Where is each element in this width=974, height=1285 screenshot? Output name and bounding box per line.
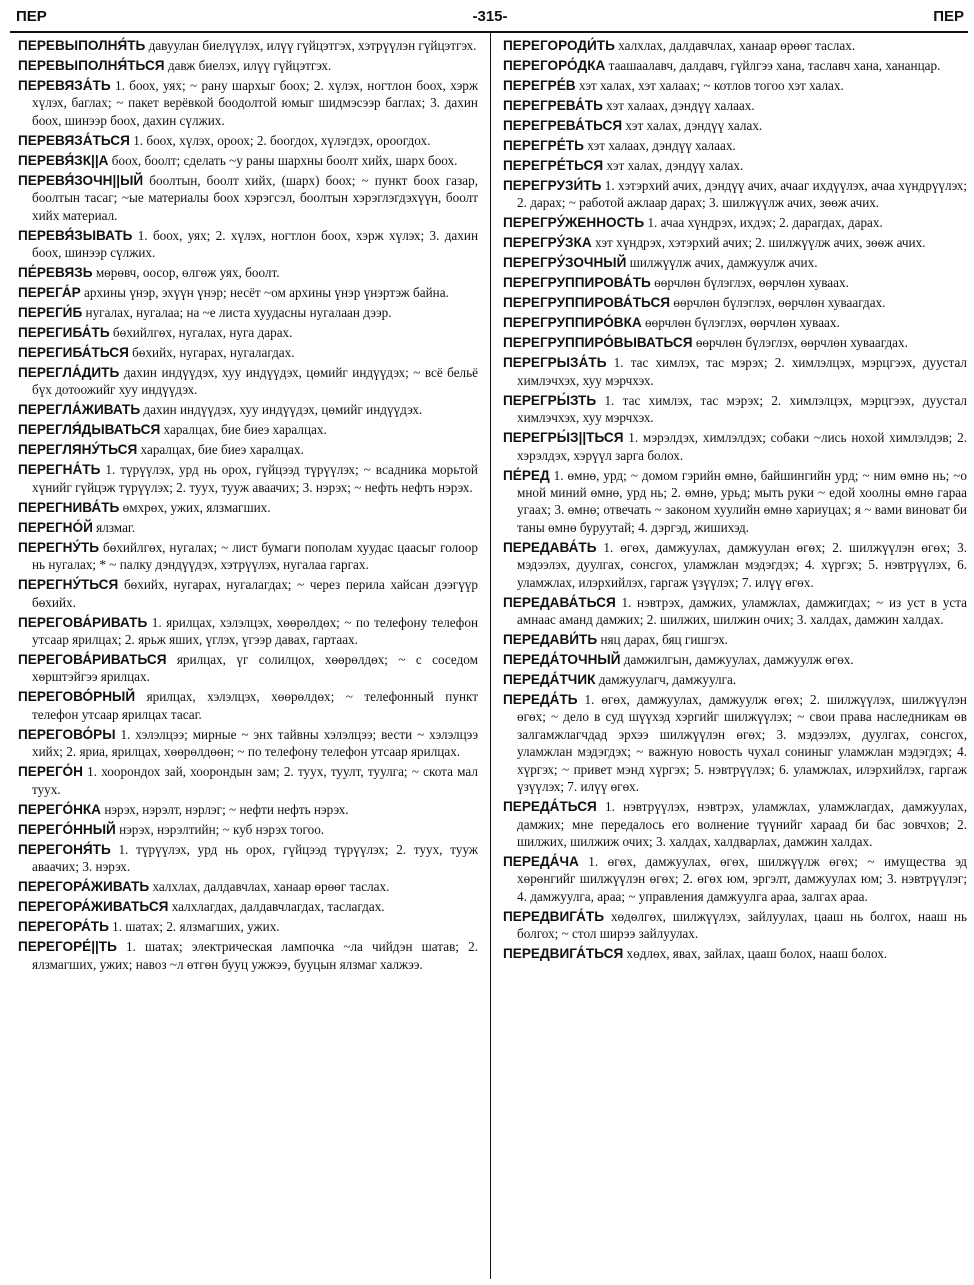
entry-definition: өөрчлөн бүлэглэх, өөрчлөн хуваагдах. [670,295,886,311]
dictionary-entry [18,152,478,169]
entry-headword: ПЕРЕГО́Н [18,764,83,780]
dictionary-entry [18,77,478,129]
entry-definition: хөдөлгөх, шилжүүлэх, зайлуулах, цааш нь болгох, нааш нь болгох; ~ стол ширээ зайлуулах. [517,908,967,942]
entry-definition: архины үнэр, эхүүн үнэр; несёт ~ом архины үнэр үнэртэж байна. [80,285,449,301]
entry-headword: ПЕРЕГИБА́ТЬСЯ [18,345,129,361]
entry-definition: 1. ярилцах, хэлэлцэх, хөөрөлдөх; ~ по телефону телефон утсаар ярилцах; 2. ярьж яших, үглэх, үгээр давах, гартаах. [32,614,478,648]
entry-headword: ПЕРЕГРЕ́В [503,78,576,93]
entry-definition: 1. өгөх, дамжуулах, дамжуулж өгөх; 2. шилжүүлэх, шилжүүлэн өгөх; ~ дело в суд шүүхэд хэргийг шилжүүлэх; ~ свои права наследникам өв залгамжлагчдад эрхээ шилжүүлэн өгөх; 3. мэдээлэх, дуулгах, сонсгох, уламжлан мэдэгдэх; ~ важную новость чухал сониныг уламжлан мэдэгдэх; 4. хүргэх; ~ привет мэнд хүргэх; 5. нэвтрүүлэх; 6. уламжлах, илэрхийлэх, гаргаж үзүүлэх; 7. илүү өгөх. [517,692,967,795]
dictionary-entry [18,821,478,838]
dictionary-entry [503,117,967,134]
dictionary-entry [18,461,478,496]
entry-headword: ПЕРЕВЫПОЛНЯ́ТЬ [18,38,146,53]
dictionary-entry [503,177,967,212]
running-head-left: ПЕР [16,8,47,25]
dictionary-entry [18,172,478,224]
entry-headword: ПЕРЕДАВИ́ТЬ [503,632,598,648]
dictionary-entry [503,691,967,795]
entry-headword: ПЕРЕГИБА́ТЬ [18,325,110,341]
entry-headword: ПЕРЕГРУ́ЖЕННОСТЬ [503,215,645,231]
entry-headword: ПЕРЕГО́ННЫЙ [18,821,116,837]
entry-headword: ПЕРЕГИ́Б [18,305,83,321]
entry-definition: бөхийлгөх, нугалах, нуга дарах. [109,325,293,341]
entry-definition: ярилцах, үг солилцох, хөөрөлдөх; ~ с соседом хөрштэйгээ ярилцах. [32,652,478,685]
entry-headword: ПЕРЕДА́ЧА [503,853,579,869]
entry-headword: ПЕРЕГРУ́ЗКА [503,235,592,251]
dictionary-entry [503,77,967,94]
entry-definition: 1. хэлэлцээ; мирные ~ энх тайвны хэлэлцээ; вести ~ хэлэлцээ хийх; 2. яриа, ярилцах, хөөрөлдөөн; ~ по телефону телефон утсаар ярилцах. [32,726,478,760]
dictionary-entry [503,97,967,114]
entry-definition: 1. өмнө, урд; ~ домом гэрийн өмнө, байшингийн урд; ~ ним өмнө нь; ~о мной миний өмнө, урд нь; 2. өмнө, урьд; мыть руки ~ едой хоолны өмнө гараа угаах; 3. өмнө; отвечать ~ законом хуулийн өмнө хариуцах; я ~ вами виноват би таны өмнө буруутай; 4. дэргэд, жишихэд. [517,467,967,535]
dictionary-entry [503,214,967,231]
entry-headword: ПЕРЕДАВА́ТЬСЯ [503,594,616,610]
page-header [16,6,964,28]
dictionary-entry [503,539,967,591]
dictionary-entry [503,631,967,648]
dictionary-entry [18,324,478,341]
entry-headword: ПЕРЕВЯ́ЗОЧН||ЫЙ [18,172,144,188]
dictionary-entry [18,344,478,361]
entry-definition: ялзмаг. [92,519,136,535]
entry-definition: 1. нэвтрүүлэх, нэвтрэх, уламжлах, уламжлагдах, дамжуулах, дамжих; мне передалось его волнение түүнийг хараад би бас зовчхов; 2. шилжих, шилжиж очих; 3. халдах, халдварлах, дамжин халдах. [517,799,967,849]
dictionary-entry [18,878,478,895]
entry-definition: 1. хэтэрхий ачих, дэндүү ачих, ачааг ихдүүлэх, ачаа хүндрүүлэх; 2. дарах; ~ работой ажлаар дарах; 3. шилжүүлж ачих, зөөж ачих. [517,178,967,211]
dictionary-entry [503,274,967,291]
entry-definition: хэт халах, дэндүү халах. [622,118,763,133]
dictionary-entry [503,945,967,962]
dictionary-entry [18,37,478,54]
entry-headword: ПЕРЕГОРЕ́||ТЬ [18,939,117,955]
dictionary-entry [503,853,967,905]
entry-definition: хэт халах, дэндүү халах. [603,158,744,173]
dictionary-entry [18,539,478,574]
entry-headword: ПЕРЕГЛЯ́ДЫВАТЬСЯ [18,422,161,438]
entry-definition: 1. боох, уях; ~ рану шархыг боох; 2. хүлэх, ногтлон боох, хэрж хүлэх, баглах; ~ пакет верёвкой боодолтой юмыг шидмэсээр баглах; 3. дахин боох, шинээр боох, дахин сүлжих. [32,78,478,128]
entry-headword: ПЕРЕГОВА́РИВАТЬ [18,614,148,630]
entry-definition: 1. мэрэлдэх, химлэлдэх; собаки ~лись нохой химлэлдэв; 2. хэрэлдэх, хэрүүл зарга болох. [517,430,967,463]
dictionary-entry [18,441,478,458]
entry-definition: мөрөвч, оосор, өлгөж уях, боолт. [92,265,280,281]
entry-definition: дахин индүүдэх, хуу индүүдэх, цөмийг индүүдэх; ~ всё бельё бүх дотоожийг хуу индүүдэх. [32,365,478,398]
dictionary-entry [18,763,478,798]
entry-headword: ПЕРЕДВИГА́ТЬ [503,908,604,924]
entry-definition: ярилцах, хэлэлцэх, хөөрөлдөх; ~ телефонный пункт телефон утсаар ярилцах тасаг. [32,689,478,722]
entry-definition: шилжүүлж ачих, дамжуулж ачих. [626,255,818,271]
entry-headword: ПЕРЕГРУППИРОВА́ТЬ [503,275,651,291]
entry-headword: ПЕРЕГРЕВА́ТЬСЯ [503,118,623,133]
dictionary-entry [503,392,967,427]
entry-definition: 1. түрүүлэх, урд нь орох, гүйцээд түрүүлэх; 2. туух, тууж аваачих; 3. нэрэх. [32,841,478,875]
entry-headword: ПЕРЕГНА́ТЬ [18,462,101,478]
entry-definition: нугалах, нугалаа; на ~е листа хуудасны нугалаан дээр. [82,305,392,321]
dictionary-entry [503,671,967,688]
dictionary-entry [18,227,478,262]
entry-definition: 1. боох, уях; 2. хүлэх, ногтлон боох, хэрж хүлэх; 3. дахин боох, шинээр сүлжих. [32,227,478,261]
dictionary-entry [18,801,478,818]
entry-definition: өөрчлөн бүлэглэх, өөрчлөн хуваах. [641,315,840,331]
entry-headword: ПЕРЕГОРА́ЖИВАТЬСЯ [18,899,169,915]
dictionary-entry [18,132,478,149]
entry-definition: 1. тас химлэх, тас мэрэх; 2. химлэлцэх, мэрцгээх, дуустал химлэчхэх, хуу мэрчхэх. [517,355,967,388]
entry-definition: халхлах, далдавчлах, ханаар өрөөг таслах. [614,38,856,53]
dictionary-entry [18,364,478,399]
entry-headword: ПЕРЕГОРА́ТЬ [18,919,109,935]
dictionary-entry [18,519,478,536]
entry-definition: давж биелэх, илүү гүйцэтгэх. [164,58,332,73]
entry-definition: хэт хүндрэх, хэтэрхий ачих; 2. шилжүүлж ачих, зөөж ачих. [591,235,926,251]
entry-headword: ПЕРЕГРУППИРО́ВКА [503,315,642,331]
entry-headword: ПЕРЕГНУ́ТЬ [18,539,100,555]
entry-definition: бөхийх, нугарах, нугалагдах; ~ через перила хайсан дээгүүр бөхийх. [32,577,478,610]
entry-definition: 1. шатах; электрическая лампочка ~ла чийдэн шатав; 2. ялзмагших, ужих; навоз ~л өтгөн бууц ужжээ, бууцын ялзмаг халжээ. [32,939,478,972]
entry-headword: ПЕРЕГРЕВА́ТЬ [503,98,603,113]
entry-definition: 1. түрүүлэх, урд нь орох, гүйцээд түрүүлэх; ~ всадника морьтой хүнийг гүйцэж түрүүлэх; 2. туух, тууж аваачих; 3. нэрэх; ~ нефть нефть нэрэх. [32,462,478,495]
entry-headword: ПЕ́РЕД [503,467,550,483]
dictionary-entry [18,898,478,915]
entry-headword: ПЕРЕГРЫ́ЗТЬ [503,392,597,408]
dictionary-entry [18,614,478,649]
entry-definition: 1. өгөх, дамжуулах, дамжуулан өгөх; 2. шилжүүлэн өгөх; 3. мэдээлэх, дуулгах, сонсгох, уламжлан мэдэгдэх; 4. хүргэх; 5. нэвтрүүлэх, 6. уламжлах, илэрхийлэх, гаргаж үзүүлэх; 7. илүү өгөх. [517,539,967,590]
entry-definition: давуулан биелүүлэх, илүү гүйцэтгэх, хэтрүүлэн гүйцэтгэх. [145,38,477,53]
entry-definition: харалцах, бие биеэ харалцах. [160,422,327,438]
entry-headword: ПЕРЕГНИВА́ТЬ [18,499,120,515]
entry-definition: боолтын, боолт хийх, (шарх) боох; ~ пункт боох газар, боолтын тасаг; ~ые материалы боох хэрэгсэл, боолтын хэрэглэгдэхүүн, боолт хийх материал. [32,172,478,223]
entry-definition: дахин индүүдэх, хуу индүүдэх, цөмийг индүүдэх. [140,402,423,418]
dictionary-entry [18,938,478,973]
entry-headword: ПЕ́РЕВЯЗЬ [18,265,93,281]
entry-definition: өөрчлөн бүлэглэх, өөрчлөн хуваах. [650,275,849,291]
dictionary-entry [18,576,478,611]
entry-headword: ПЕРЕГА́Р [18,285,81,301]
dictionary-entry [503,314,967,331]
entry-headword: ПЕРЕГРЫЗА́ТЬ [503,355,607,371]
entry-definition: хөдлөх, явах, зайлах, цааш болох, нааш болох. [623,946,888,962]
entry-definition: бөхийлгөх, нугалах; ~ лист бумаги пополам хуудас цаасыг голоор нь нугалах; * ~ палку дэндүүдэх, хэтрүүлэх, нугалаа гаргах. [32,539,478,573]
dictionary-entry [503,294,967,311]
dictionary-entry [503,354,967,389]
entry-headword: ПЕРЕВЯЗА́ТЬСЯ [18,132,130,148]
header-rule [10,31,968,33]
entry-headword: ПЕРЕВЯЗА́ТЬ [18,78,111,93]
dictionary-entry [18,57,478,74]
entry-definition: бөхийх, нугарах, нугалагдах. [128,345,295,361]
entry-headword: ПЕРЕГНУ́ТЬСЯ [18,577,119,593]
entry-headword: ПЕРЕВЫПОЛНЯ́ТЬСЯ [18,58,165,73]
right-column [503,37,967,1281]
entry-definition: өмхрөх, ужих, ялзмагших. [119,499,271,515]
dictionary-entry [18,284,478,301]
entry-headword: ПЕРЕВЯ́ЗК||А [18,152,109,168]
entry-headword: ПЕРЕДА́ТОЧНЫЙ [503,652,621,668]
dictionary-entry [18,304,478,321]
entry-headword: ПЕРЕГРУППИРО́ВЫВАТЬСЯ [503,335,693,351]
entry-headword: ПЕРЕГРЕ́ТЬ [503,138,584,153]
entry-headword: ПЕРЕГНО́Й [18,519,93,535]
entry-definition: 1. тас химлэх, тас мэрэх; 2. химлэлцэх, мэрцгээх, дуустал химлэчхэх, хуу мэрчхэх. [517,392,967,426]
dictionary-entry [18,651,478,686]
column-divider [490,33,491,1279]
entry-definition: 1. боох, хүлэх, ороох; 2. боогдох, хүлэгдэх, ороогдох. [129,132,431,148]
entry-definition: 1. хоорондох зай, хоорондын зам; 2. туух, туулт, туулга; ~ скота мал туух. [32,764,478,797]
dictionary-entry [503,651,967,668]
dictionary-entry [18,918,478,935]
entry-definition: 1. нэвтрэх, дамжих, уламжлах, дамжигдах; ~ из уст в уста амнаас аманд дамжих; 2. шилжих, шилжин очих; 3. халдах, дамжин халдах. [517,594,967,628]
dictionary-entry [18,841,478,876]
running-head-right: ПЕР [933,8,964,25]
entry-definition: няц дарах, бяц гишгэх. [597,632,728,648]
entry-headword: ПЕРЕГРУЗИ́ТЬ [503,178,602,193]
entry-headword: ПЕРЕДВИГА́ТЬСЯ [503,946,624,962]
entry-headword: ПЕРЕГРУ́ЗОЧНЫЙ [503,255,627,271]
dictionary-entry [503,908,967,943]
entry-definition: халхлагдах, далдавчлагдах, таслагдах. [168,899,385,915]
entry-definition: 1. ачаа хүндрэх, ихдэх; 2. дарагдах, дарах. [644,215,883,231]
entry-headword: ПЕРЕДАВА́ТЬ [503,539,597,555]
entry-headword: ПЕРЕГОРО́ДКА [503,58,606,73]
entry-headword: ПЕРЕГОВО́РЫ [18,726,116,742]
dictionary-entry [503,798,967,850]
entry-definition: нэрэх, нэрэлтийн; ~ куб нэрэх тогоо. [115,821,325,837]
dictionary-entry [503,254,967,271]
entry-definition: хэт халах, хэт халаах; ~ котлов тогоо хэт халах. [575,78,844,93]
entry-definition: 1. шатах; 2. ялзмагших, ужих. [108,919,280,935]
entry-headword: ПЕРЕГЛА́ЖИВАТЬ [18,402,141,418]
entry-headword: ПЕРЕГОНЯ́ТЬ [18,841,111,857]
dictionary-entry [18,401,478,418]
entry-headword: ПЕРЕГОВА́РИВАТЬСЯ [18,652,167,668]
dictionary-entry [503,334,967,351]
dictionary-entry [18,499,478,516]
entry-definition: таашаалавч, далдавч, гүйлгээ хана, таславч хана, хананцар. [605,58,941,73]
entry-headword: ПЕРЕГОРА́ЖИВАТЬ [18,879,150,895]
dictionary-entry [503,234,967,251]
entry-headword: ПЕРЕДА́ТЬ [503,692,578,708]
page-number: -315- [472,8,508,25]
dictionary-entry [18,688,478,723]
entry-definition: боох, боолт; сделать ~у раны шархны боолт хийх, шарх боох. [108,152,458,168]
dictionary-entry [503,57,967,74]
dictionary-entry [503,594,967,629]
dictionary-entry [503,137,967,154]
entry-headword: ПЕРЕГО́НКА [18,801,102,817]
entry-definition: дамжуулагч, дамжуулга. [595,672,737,688]
entry-definition: дамжилгын, дамжуулах, дамжуулж өгөх. [620,652,854,668]
entry-headword: ПЕРЕДА́ТЬСЯ [503,799,597,815]
entry-headword: ПЕРЕГЛЯНУ́ТЬСЯ [18,442,138,458]
entry-definition: хэт халаах, дэндүү халаах. [583,138,736,153]
entry-definition: өөрчлөн бүлэглэх, өөрчлөн хуваагдах. [692,335,908,351]
entry-definition: хэт халаах, дэндүү халаах. [602,98,755,113]
entry-headword: ПЕРЕГОРОДИ́ТЬ [503,38,615,53]
entry-definition: халхлах, далдавчлах, ханаар өрөөг таслах. [149,879,390,895]
entry-definition: нэрэх, нэрэлт, нэрлэг; ~ нефти нефть нэрэх. [101,801,349,817]
dictionary-entry [18,264,478,281]
dictionary-entry [503,37,967,54]
entry-definition: 1. өгөх, дамжуулах, өгөх, шилжүүлж өгөх; ~ имущества эд хөрөнгийг шилжүүлэн өгөх; 2. өгөх юм, эргэлт, дамжуулах юм; 3. нэвтрүүлэг; 4. дамжуулга, араа; ~ управления дамжуулга араа, залгах араа. [517,853,967,904]
entry-headword: ПЕРЕДА́ТЧИК [503,672,596,688]
dictionary-entry [503,157,967,174]
dictionary-entry [503,429,967,464]
entry-headword: ПЕРЕВЯ́ЗЫВАТЬ [18,227,133,243]
dictionary-entry [503,467,967,537]
entry-headword: ПЕРЕГРЫ́З||ТЬСЯ [503,430,624,446]
entry-headword: ПЕРЕГЛА́ДИТЬ [18,365,120,381]
dictionary-entry [18,726,478,761]
entry-headword: ПЕРЕГОВО́РНЫЙ [18,689,136,705]
entry-definition: харалцах, бие биеэ харалцах. [137,442,304,458]
left-column [18,37,478,1281]
dictionary-entry [18,421,478,438]
entry-headword: ПЕРЕГРУППИРОВА́ТЬСЯ [503,295,671,311]
entry-headword: ПЕРЕГРЕ́ТЬСЯ [503,158,604,173]
